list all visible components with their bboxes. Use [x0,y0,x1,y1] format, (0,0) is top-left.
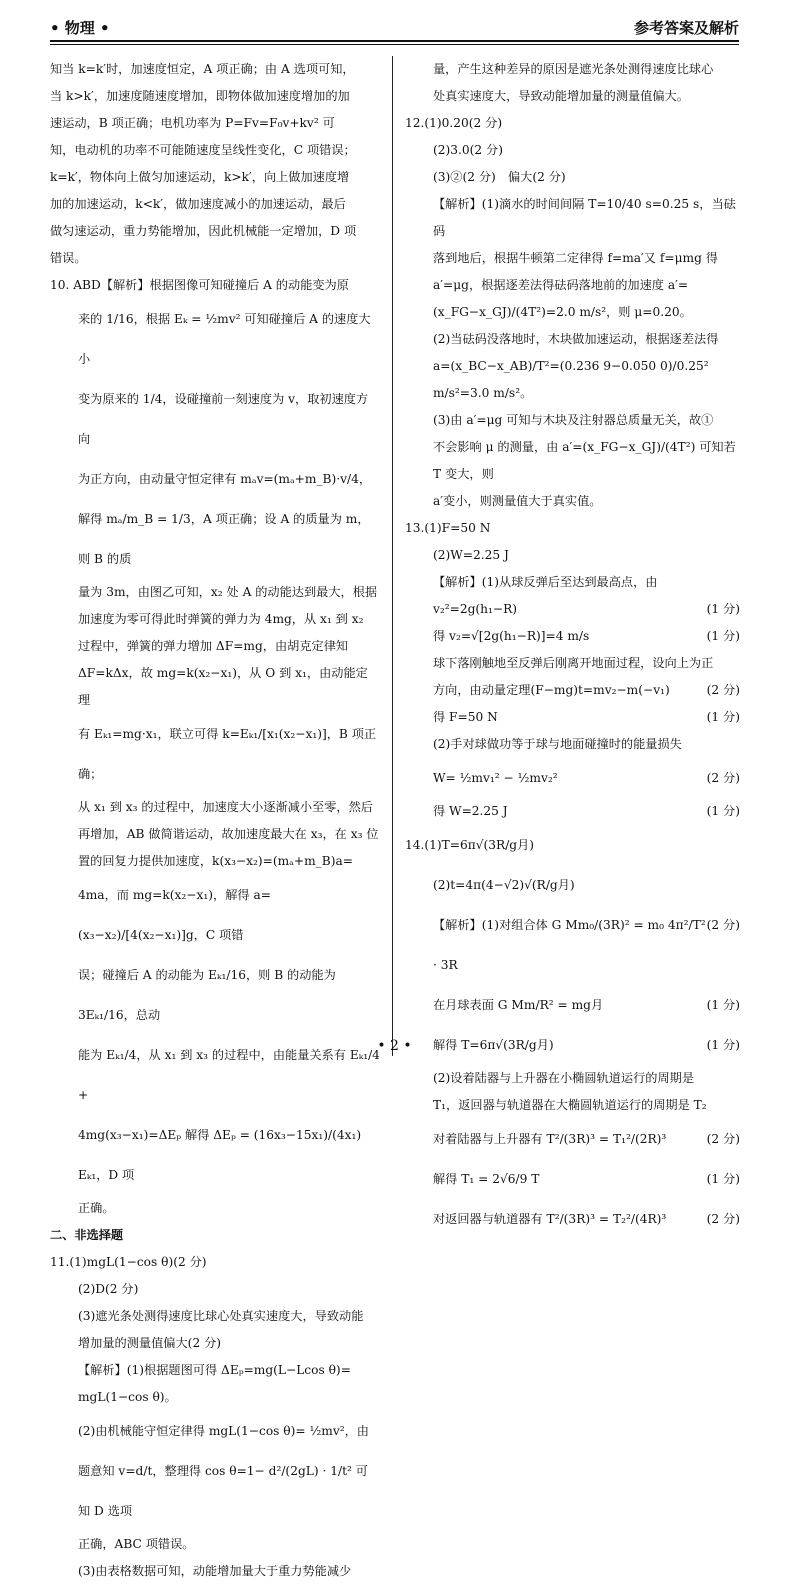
text-line: 正确，ABC 项错误。 [78,1537,195,1551]
right-column [405,56,740,1239]
text-line: (x_FG−x_GJ)/(4T²)=2.0 m/s²，则 μ=0.20。 [433,305,692,319]
text-line: 加的加速运动，k<k′，做加速度减小的加速运动，最后 [50,197,346,211]
text-line: 过程中，弹簧的弹力增加 ΔF=mg，由胡克定律知 [78,639,349,653]
text-line: 量为 3m，由图乙可知，x₂ 处 A 的动能达到最大，根据 [78,585,378,599]
text-line: ΔF=kΔx，故 mg=k(x₂−x₁)，从 O 到 x₁，由动能定理 [78,666,368,707]
equation: 方向，由动量定理(F−mg)t=mv₂−m(−v₁) [433,683,670,697]
score: (1 分) [706,710,740,724]
equation: 得 F=50 N [433,710,498,724]
text-line: 加速度为零可得此时弹簧的弹力为 4mg，从 x₁ 到 x₂ [78,612,364,626]
subject-label: • 物理 • [50,19,110,37]
text-line: 4mg(x₃−x₁)=ΔEₚ 解得 ΔEₚ = (16x₃−15x₁)/(4x₁) Eₖ₁，D 项 [78,1128,362,1182]
equation-row [405,596,740,623]
text-line: 速运动，B 项正确；电机功率为 P=Fv=F₀v+kv² 可 [50,116,335,130]
text-line: (2)设着陆器与上升器在小椭圆轨道运行的周期是 [433,1071,695,1085]
equation: 在月球表面 G Mm/R² = mg月 [433,998,604,1012]
equation: W= ½mv₁² − ½mv₂² [433,771,558,785]
equation: 得 v₂=√[2g(h₁−R)]=4 m/s [433,629,590,643]
text-line: a=(x_BC−x_AB)/T²=(0.236 9−0.050 0)/0.25² m/s²=3.0 m/s²。 [433,359,709,400]
text-line: 量，产生这种差异的原因是遮光条处测得速度比球心 [433,62,714,76]
equation: 解得 T₁ = 2√6/9 T [433,1172,540,1186]
section-heading: 二、非选择题 [50,1228,124,1242]
text-line: 处真实速度大，导致动能增加量的测量值偏大。 [433,89,689,103]
score: (1 分) [706,602,740,616]
header-rule-thin [50,44,739,45]
text-line: 落到地后，根据牛顿第二定律得 f=ma′又 f=μmg 得 [433,251,718,265]
text-line: 【解析】(1)根据题图可得 ΔEₚ=mg(L−Lcos θ)= [78,1363,351,1377]
equation: 解得 T=6π√(3R/g月) [433,1038,554,1052]
text-line: a′=μg，根据逐差法得砝码落地前的加速度 a′= [433,278,689,292]
text-line: 正确。 [78,1201,115,1215]
answer-12-head: 12.(1)0.20(2 分) [405,116,503,130]
equation: 【解析】(1)对组合体 G Mm₀/(3R)² = m₀ 4π²/T² · 3R [433,918,706,972]
text-line: 再增加，AB 做简谐运动，故加速度最大在 x₃，在 x₃ 位 [78,827,379,841]
equation: v₂²=2g(h₁−R) [433,602,518,616]
score: (1 分) [706,804,740,818]
score: (1 分) [706,1038,740,1052]
answer-10-head: 10. ABD【解析】根据图像可知碰撞后 A 的动能变为原 [50,278,349,292]
score: (1 分) [706,1172,740,1186]
text-line: 增加量的测量值偏大(2 分) [78,1336,222,1350]
answer-11-head: 11.(1)mgL(1−cos θ)(2 分) [50,1255,207,1269]
column-divider [392,56,393,1056]
text-line: 误；碰撞后 A 的动能为 Eₖ₁/16，则 B 的动能为 3Eₖ₁/16，总动 [78,968,336,1022]
text-line: 错误。 [50,251,87,265]
text-line: 变为原来的 1/4，设碰撞前一刻速度为 v，取初速度方向 [78,392,369,446]
text-line: 为正方向，由动量守恒定律有 mₐv=(mₐ+m_B)·v/4， [78,472,372,486]
text-line: (3)由 a′=μg 可知与木块及注射器总质量无关，故① [433,413,714,427]
text-line: 知当 k=k′时，加速度恒定，A 项正确；由 A 选项可知， [50,62,355,76]
score: (1 分) [706,998,740,1012]
text-line: 题意知 v=d/t，整理得 cos θ=1− d²/(2gL) · 1/t² 可知 D 选项 [78,1464,368,1518]
equation-row [405,985,740,1025]
text-line: (2)3.0(2 分) [433,143,503,157]
equation-row [405,1159,740,1199]
text-line: (2)t=4π(4−√2)√(R/g月) [433,878,575,892]
equation-row [405,905,740,985]
text-line: (2)手对球做功等于球与地面碰撞时的能量损失 [433,737,682,751]
equation-row [405,1119,740,1159]
text-line: 当 k>k′，加速度随速度增加，即物体做加速度增加的加 [50,89,350,103]
text-line: 4ma，而 mg=k(x₂−x₁)，解得 a=(x₃−x₂)/[4(x₂−x₁)]g，C 项错 [78,888,271,942]
page-number: • 2 • [377,1038,412,1054]
text-line: 做匀速运动，重力势能增加，因此机械能一定增加，D 项 [50,224,357,238]
equation-row [405,623,740,650]
answer-14-head: 14.(1)T=6π√(3R/g月) [405,838,535,852]
text-line: T₁，返回器与轨道器在大椭圆轨道运行的周期是 T₂ [433,1098,707,1112]
score: (1 分) [706,629,740,643]
score: (2 分) [706,1132,740,1146]
page-header [50,14,739,38]
text-line: (2)W=2.25 J [433,548,509,562]
text-line: (3)②(2 分) 偏大(2 分) [433,170,566,184]
text-line: 球下落刚触地至反弹后刚离开地面过程，设向上为正 [433,656,714,670]
section-title: 参考答案及解析 [633,19,739,37]
equation-row [405,704,740,731]
equation-row [405,758,740,798]
header-rule [50,40,739,42]
score: (2 分) [706,683,740,697]
text-line: 能为 Eₖ₁/4，从 x₁ 到 x₃ 的过程中，由能量关系有 Eₖ₁/4 + [78,1048,380,1102]
answer-13-head: 13.(1)F=50 N [405,521,491,535]
text-line: 来的 1/16，根据 Eₖ = ½mv² 可知碰撞后 A 的速度大小 [78,312,371,366]
equation: 得 W=2.25 J [433,804,508,818]
left-column [50,56,380,1585]
text-line: 解得 mₐ/m_B = 1/3，A 项正确；设 A 的质量为 m，则 B 的质 [78,512,370,566]
score: (2 分) [706,1212,740,1226]
text-line: (3)由表格数据可知，动能增加量大于重力势能减少 [78,1564,352,1578]
equation-row [405,677,740,704]
text-line: 【解析】(1)滴水的时间间隔 T=10/40 s=0.25 s，当砝码 [433,197,736,238]
text-line: 【解析】(1)从球反弹后至达到最高点，由 [433,575,658,589]
text-line: 不会影响 μ 的测量，由 a′=(x_FG−x_GJ)/(4T²) 可知若 T 变大，则 [433,440,736,481]
text-line: (2)D(2 分) [78,1282,139,1296]
text-line: a′变小，则测量值大于真实值。 [433,494,602,508]
text-line: mgL(1−cos θ)。 [78,1390,177,1404]
text-line: 从 x₁ 到 x₃ 的过程中，加速度大小逐渐减小至零，然后 [78,800,373,814]
text-line: 知，电动机的功率不可能随速度呈线性变化，C 项错误； [50,143,356,157]
equation: 对着陆器与上升器有 T²/(3R)³ = T₁²/(2R)³ [433,1132,667,1146]
equation: 对返回器与轨道器有 T²/(3R)³ = T₂²/(4R)³ [433,1212,667,1226]
score: (2 分) [706,771,740,785]
text-line: (2)由机械能守恒定律得 mgL(1−cos θ)= ½mv²，由 [78,1424,369,1438]
equation-row [405,798,740,825]
text-line: 置的回复力提供加速度，k(x₃−x₂)=(mₐ+m_B)a= [78,854,353,868]
text-line: k=k′，物体向上做匀加速运动，k>k′，向上做加速度增 [50,170,350,184]
text-line: 有 Eₖ₁=mg·x₁，联立可得 k=Eₖ₁/[x₁(x₂−x₁)]，B 项正确； [78,727,377,781]
text-line: (2)当砝码没落地时，木块做加速运动，根据逐差法得 [433,332,719,346]
text-line: (3)遮光条处测得速度比球心处真实速度大，导致动能 [78,1309,364,1323]
score: (2 分) [706,918,740,932]
equation-row [405,1199,740,1239]
